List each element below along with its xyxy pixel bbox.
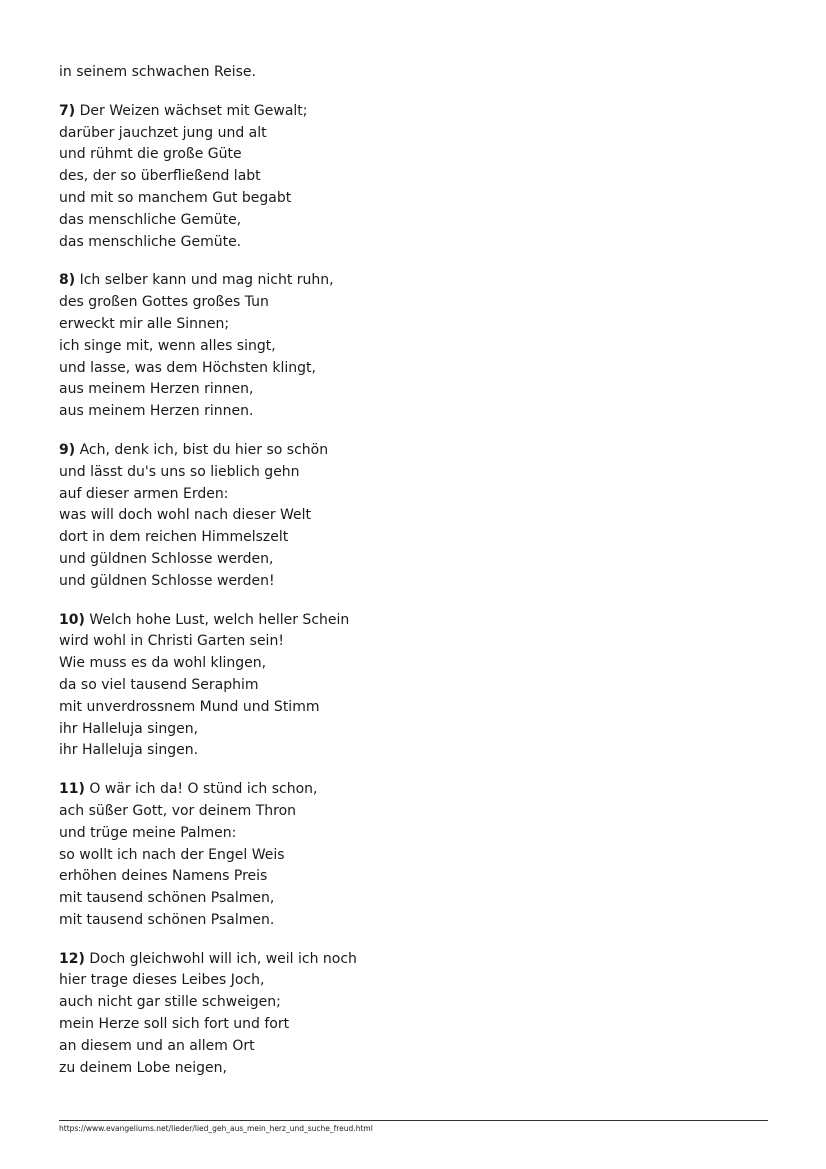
stanza-line: mit unverdrossnem Mund und Stimm: [59, 698, 320, 715]
stanza-line: und lasse, was dem Höchsten klingt,: [59, 359, 316, 376]
stanza-line: erhöhen deines Namens Preis: [59, 868, 268, 885]
stanza-line: [59, 779, 759, 801]
stanza-line: Wie muss es da wohl klingen,: [59, 655, 267, 672]
stanza-number: 8): [59, 272, 76, 289]
stanza-line: mein Herze soll sich fort und fort: [59, 1016, 290, 1033]
stanza-number: 9): [59, 441, 76, 458]
stanza-line: und rühmt die große Güte: [59, 146, 242, 163]
stanza-line: ach süßer Gott, vor deinem Thron: [59, 802, 297, 819]
stanza-line: auf dieser armen Erden:: [59, 485, 229, 502]
stanza-line: ihr Halleluja singen.: [59, 742, 199, 759]
stanza-line: mit tausend schönen Psalmen,: [59, 890, 275, 907]
stanza-9: [59, 440, 759, 593]
stanza-line: an diesem und an allem Ort: [59, 1037, 255, 1054]
stanza-line: so wollt ich nach der Engel Weis: [59, 846, 285, 863]
stanza-line: das menschliche Gemüte.: [59, 233, 242, 250]
stanza-line: [59, 440, 759, 462]
continuation-line: in seinem schwachen Reise.: [59, 64, 256, 80]
stanza-line: erweckt mir alle Sinnen;: [59, 315, 230, 332]
stanza-line: und mit so manchem Gut begabt: [59, 189, 292, 206]
stanza-line: [59, 270, 759, 292]
stanza-line: ihr Halleluja singen,: [59, 720, 199, 737]
stanza-8: [59, 270, 759, 423]
stanza-line: und güldnen Schlosse werden,: [59, 550, 274, 567]
line-text: Ich selber kann und mag nicht ruhn,: [79, 272, 334, 289]
stanza-line: und güldnen Schlosse werden!: [59, 572, 275, 589]
stanza-line: [59, 949, 759, 971]
stanza-line: des großen Gottes großes Tun: [59, 294, 269, 311]
stanza-line: [59, 101, 759, 123]
line-text: Welch hohe Lust, welch heller Schein: [89, 611, 350, 628]
stanza-line: und lässt du's uns so lieblich gehn: [59, 463, 300, 480]
footer-url: https://www.evangeliums.net/lieder/lied_geh_aus_mein_herz_und_suche_freud.html: [59, 1124, 373, 1133]
stanza-line: hier trage dieses Leibes Joch,: [59, 972, 265, 989]
stanza-line: was will doch wohl nach dieser Welt: [59, 507, 312, 524]
line-text: Doch gleichwohl will ich, weil ich noch: [89, 950, 357, 967]
line-text: Ach, denk ich, bist du hier so schön: [79, 441, 329, 458]
stanza-line: mit tausend schönen Psalmen.: [59, 911, 275, 928]
line-text: O wär ich da! O stünd ich schon,: [89, 781, 318, 798]
stanza-number: 12): [59, 950, 85, 967]
stanza-line: darüber jauchzet jung und alt: [59, 124, 267, 141]
line-text: Der Weizen wächset mit Gewalt;: [79, 102, 308, 119]
stanza-10: [59, 610, 759, 763]
stanza-line: da so viel tausend Seraphim: [59, 676, 259, 693]
stanza-line: das menschliche Gemüte,: [59, 211, 242, 228]
stanza-line: aus meinem Herzen rinnen.: [59, 403, 254, 420]
stanza-11: [59, 779, 759, 932]
stanza-line: zu deinem Lobe neigen,: [59, 1059, 227, 1076]
stanza-line: und trüge meine Palmen:: [59, 824, 237, 841]
stanza-line: ich singe mit, wenn alles singt,: [59, 337, 276, 354]
stanza-number: 7): [59, 102, 76, 119]
stanza-7: [59, 101, 759, 254]
footer-divider: [59, 1120, 768, 1121]
song-text: [59, 62, 759, 1079]
stanza-line: wird wohl in Christi Garten sein!: [59, 633, 284, 650]
stanza-line: dort in dem reichen Himmelszelt: [59, 529, 289, 546]
stanza-12: [59, 949, 759, 1080]
stanza-line: auch nicht gar stille schweigen;: [59, 994, 281, 1011]
stanza-line: des, der so überfließend labt: [59, 168, 261, 185]
stanza-line: [59, 610, 759, 632]
stanza-line: aus meinem Herzen rinnen,: [59, 381, 254, 398]
stanza-number: 10): [59, 611, 85, 628]
stanza-number: 11): [59, 781, 85, 798]
